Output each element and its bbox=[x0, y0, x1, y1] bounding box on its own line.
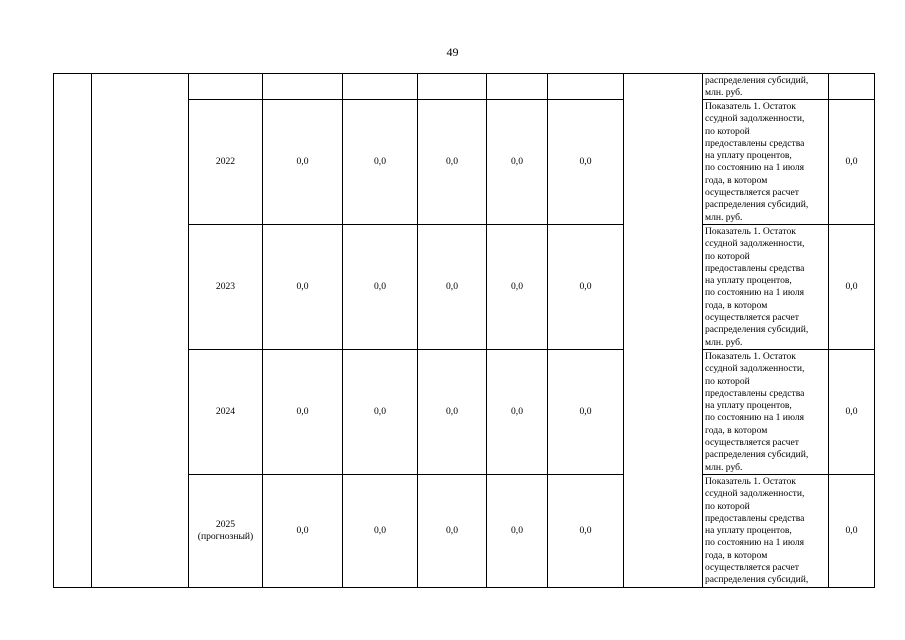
page-number: 49 bbox=[446, 45, 459, 59]
continuation-row bbox=[54, 74, 875, 100]
indicator-value-cell: 0,0 bbox=[829, 225, 875, 350]
value-cell: 0,0 bbox=[487, 475, 548, 588]
value-cell: 0,0 bbox=[418, 475, 487, 588]
value-cell: 0,0 bbox=[548, 350, 624, 475]
year-label: 2024 bbox=[215, 405, 236, 417]
name-cell bbox=[92, 74, 189, 588]
value-cell: 0,0 bbox=[487, 350, 548, 475]
indicator-cell bbox=[703, 100, 829, 225]
year-label: 2025 bbox=[215, 518, 236, 530]
indicator-cell bbox=[703, 475, 829, 588]
data-table bbox=[53, 73, 875, 588]
year-cell bbox=[189, 225, 263, 350]
indicator-cell bbox=[703, 74, 829, 100]
indicator-cell bbox=[703, 350, 829, 475]
indicator-text: распределения субсидий, млн. руб. bbox=[705, 75, 809, 99]
value-cell: 0,0 bbox=[343, 475, 418, 588]
value-cell: 0,0 bbox=[487, 100, 548, 225]
indicator-value-cell bbox=[829, 74, 875, 100]
value-cell: 0,0 bbox=[418, 225, 487, 350]
value-cell: 0,0 bbox=[343, 350, 418, 475]
year-note: (прогнозный) bbox=[197, 531, 254, 542]
value-cell: 0,0 bbox=[487, 225, 548, 350]
year-cell bbox=[189, 350, 263, 475]
indicator-text: Показатель 1. Остаток ссудной задолженности, по которой предоставлены средства на уплату процентов, по состоянию на 1 июля года, в котором осуществляется расчет распределения субсидий, bbox=[705, 476, 809, 586]
year-label: 2022 bbox=[215, 155, 236, 167]
indicator-text: Показатель 1. Остаток ссудной задолженности, по которой предоставлены средства на уплату процентов, по состоянию на 1 июля года, в котором осуществляется расчет распределения субсидий, млн. руб. bbox=[705, 226, 809, 348]
merged-cell bbox=[624, 74, 703, 588]
value-cell: 0,0 bbox=[263, 475, 343, 588]
value-cell: 0,0 bbox=[548, 225, 624, 350]
indicator-text: Показатель 1. Остаток ссудной задолженности, по которой предоставлены средства на уплату процентов, по состоянию на 1 июля года, в котором осуществляется расчет распределения субсидий, млн. руб. bbox=[705, 351, 809, 473]
value-cell bbox=[263, 74, 343, 100]
value-cell: 0,0 bbox=[343, 100, 418, 225]
value-cell: 0,0 bbox=[418, 350, 487, 475]
value-cell bbox=[343, 74, 418, 100]
indicator-value-cell: 0,0 bbox=[829, 350, 875, 475]
value-cell: 0,0 bbox=[343, 225, 418, 350]
year-cell bbox=[189, 100, 263, 225]
value-cell: 0,0 bbox=[548, 475, 624, 588]
indicator-cell bbox=[703, 225, 829, 350]
value-cell: 0,0 bbox=[263, 225, 343, 350]
indicator-text: Показатель 1. Остаток ссудной задолженности, по которой предоставлены средства на уплату процентов, по состоянию на 1 июля года, в котором осуществляется расчет распределения субсидий, млн. руб. bbox=[705, 101, 809, 223]
value-cell: 0,0 bbox=[418, 100, 487, 225]
value-cell: 0,0 bbox=[548, 100, 624, 225]
number-cell bbox=[54, 74, 92, 588]
value-cell bbox=[418, 74, 487, 100]
year-label: 2023 bbox=[215, 280, 236, 292]
year-cell bbox=[189, 475, 263, 588]
indicator-value-cell: 0,0 bbox=[829, 100, 875, 225]
value-cell: 0,0 bbox=[263, 100, 343, 225]
value-cell bbox=[548, 74, 624, 100]
value-cell: 0,0 bbox=[263, 350, 343, 475]
year-cell bbox=[189, 74, 263, 100]
value-cell bbox=[487, 74, 548, 100]
indicator-value-cell: 0,0 bbox=[829, 475, 875, 588]
